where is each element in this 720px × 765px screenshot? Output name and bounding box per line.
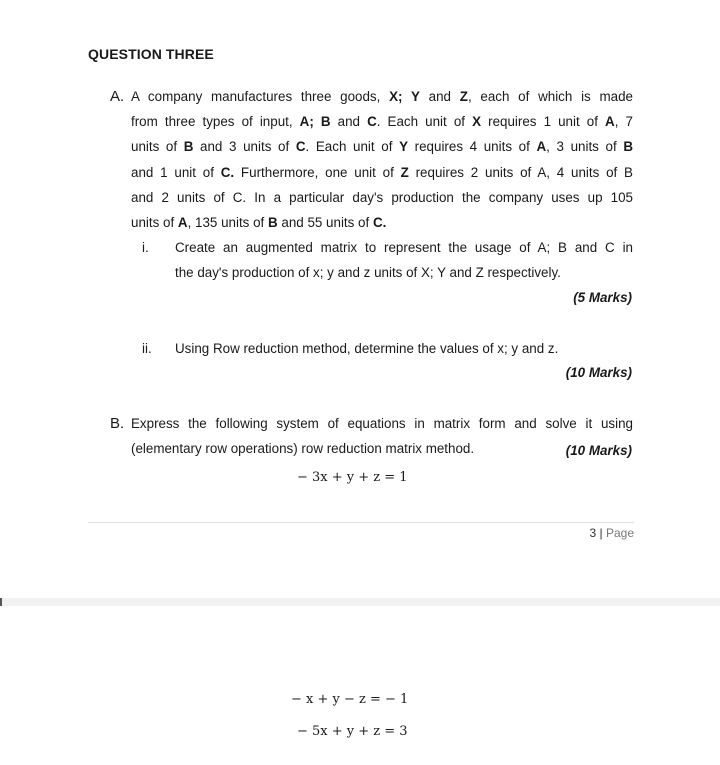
part-a-line-6: units of A, 135 units of B and 55 units of C. bbox=[131, 214, 387, 230]
footer-divider bbox=[88, 522, 634, 523]
part-b-paragraph bbox=[131, 411, 633, 461]
part-a-line-4: and 1 unit of C. Furthermore, one unit of Z requires 2 units of A, 4 units of B bbox=[131, 164, 633, 180]
subpart-ii-line: Using Row reduction method, determine the values of x; y and z. bbox=[175, 341, 559, 356]
part-b-line-2: (elementary row operations) row reduction matrix method. bbox=[131, 441, 475, 457]
subpart-i-numeral: i. bbox=[142, 240, 149, 255]
page-number bbox=[589, 526, 634, 540]
page-number-separator: | bbox=[599, 526, 603, 540]
subpart-i-line-1: Create an augmented matrix to represent the usage of A; B and C in bbox=[175, 240, 633, 255]
part-b-letter: B. bbox=[110, 415, 125, 432]
part-a-line-5: and 2 units of C. In a particular day's production the company uses up 105 bbox=[131, 189, 633, 205]
part-a-line-1: A company manufactures three goods, X; Y and Z, each of which is made bbox=[131, 89, 633, 104]
subpart-i-marks: (5 Marks) bbox=[573, 290, 632, 305]
subpart-ii-text bbox=[175, 336, 633, 361]
subpart-ii-numeral: ii. bbox=[142, 341, 152, 356]
document-page-2 bbox=[0, 606, 720, 765]
part-b-line-1: Express the following system of equations in matrix form and solve it using bbox=[131, 416, 633, 431]
equation-1: − 3x + y + z = 1 bbox=[297, 470, 408, 485]
subpart-i-text bbox=[175, 235, 633, 285]
page-number-value: 3 bbox=[589, 526, 597, 540]
part-a-line-2: from three types of input, A; B and C. Each unit of X requires 1 unit of A, 7 bbox=[131, 114, 633, 130]
part-b-marks: (10 Marks) bbox=[565, 443, 632, 458]
subpart-ii-marks: (10 Marks) bbox=[565, 365, 632, 380]
part-a-letter: A. bbox=[110, 88, 125, 105]
subpart-i-line-2: the day's production of x; y and z units of X; Y and Z respectively. bbox=[175, 265, 561, 281]
question-heading: QUESTION THREE bbox=[88, 46, 214, 62]
part-a-paragraph bbox=[131, 84, 633, 235]
equation-2: − x + y − z = − 1 bbox=[291, 692, 409, 707]
equation-3: − 5x + y + z = 3 bbox=[297, 724, 408, 739]
part-a-line-3: units of B and 3 units of C. Each unit of Y requires 4 units of A, 3 units of B bbox=[131, 139, 633, 155]
page-word: Page bbox=[605, 526, 634, 540]
